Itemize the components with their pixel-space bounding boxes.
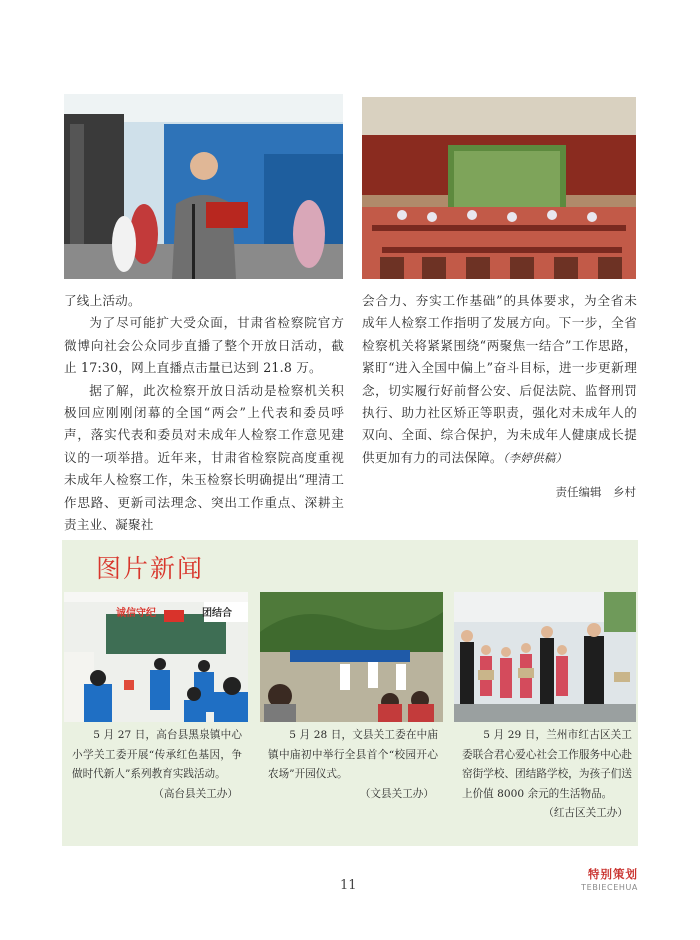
- brand-pinyin: TEBIECEHUA: [581, 883, 638, 892]
- caption-text: 5 月 28 日，文县关工委在中庙镇中庙初中举行全县首个“校园开心农场”开园仪式。: [268, 729, 438, 780]
- section-title: 图片新闻: [96, 554, 205, 583]
- caption-source: （高台县关工办）: [153, 787, 238, 800]
- paragraph: 为了尽可能扩大受众面，甘肃省检察院官方微博向社会公众同步直播了整个开放日活动，截止 17:30，网上直播点击量已达到 21.8 万。: [64, 315, 344, 376]
- caption-source: （红古区关工办）: [543, 807, 628, 819]
- photo-meeting-hall: [362, 97, 636, 279]
- article-right-column: [362, 290, 637, 469]
- news-caption-3: [462, 726, 632, 824]
- banner-text: 团结合: [202, 608, 232, 619]
- news-photo-classroom: [64, 592, 248, 722]
- paragraph: 会合力、夯实工作基础”的具体要求，为全省未成年人检察工作指明了发展方向。下一步，全省检察机关将紧紧围绕“两聚焦一结合”工作思路，紧盯“进入全国中偏上”奋斗目标，进一步更新理念，切实履行好前督公安、后促法院、监督刑罚执行、助力社区矫正等职责，强化对未成年人的双向、全面、综合保护，为未成年人健康成长提供更加有力的司法保障。: [362, 293, 637, 465]
- banner-text: 诚信守纪: [116, 608, 156, 619]
- page-number: 11: [340, 878, 357, 893]
- caption-text: 5 月 27 日，高台县黑泉镇中心小学关工委开展“传承红色基因，争做时代新人”系列教育实践活动。: [72, 729, 242, 780]
- news-photo-farm-ceremony: [260, 592, 443, 722]
- article-left-column: [64, 290, 344, 536]
- section-brand: [581, 866, 638, 892]
- caption-text: 5 月 29 日，兰州市红古区关工委联合君心爱心社会工作服务中心赴窑街学校、团结路学校，为孩子们送上价值 8000 余元的生活物品。: [462, 729, 632, 800]
- paragraph: 了线上活动。: [64, 293, 141, 308]
- news-photo-donation: [454, 592, 636, 722]
- photo-news-section: [62, 540, 638, 846]
- article-source: （李婷供稿）: [502, 450, 568, 465]
- caption-source: （文县关工办）: [359, 787, 434, 800]
- news-caption-1: [72, 726, 242, 804]
- news-caption-2: [268, 726, 438, 804]
- paragraph: 据了解，此次检察开放日活动是检察机关积极回应刚刚闭幕的全国“两会”上代表和委员呼声，落实代表和委员对未成年人检察工作意见建议的一项举措。近年来，甘肃省检察院高度重视未成年人检察工作，朱玉检察长明确提出“理清工作思路、更新司法理念、突出工作重点、深耕主责主业、凝聚社: [64, 382, 344, 533]
- photo-speaker: [64, 94, 343, 279]
- brand-title: 特别策划: [588, 867, 638, 881]
- editor-credit: 责任编辑 乡村: [555, 485, 636, 499]
